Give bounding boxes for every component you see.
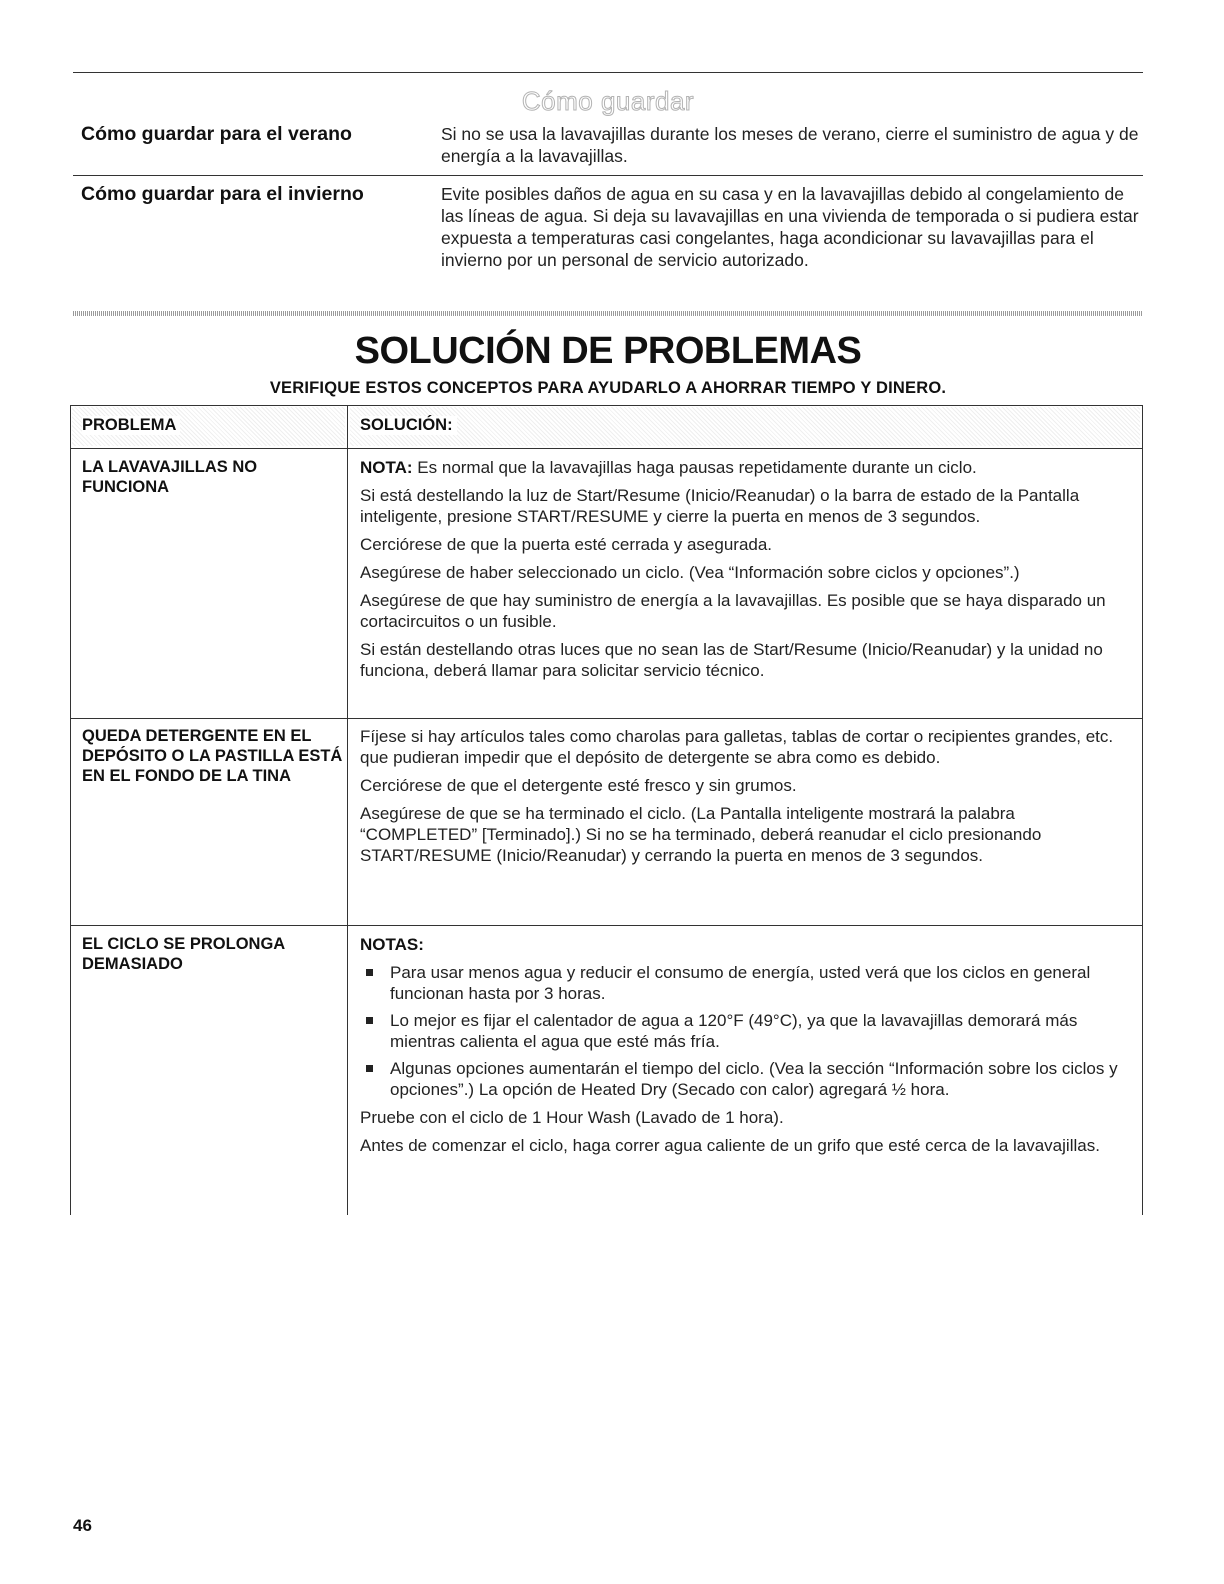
storage-label-summer: Cómo guardar para el verano xyxy=(81,123,352,145)
problem-detergent-left: QUEDA DETERGENTE EN EL DEPÓSITO O LA PASTILLA ESTÁ EN EL FONDO DE LA TINA xyxy=(82,727,343,785)
square-bullet-icon xyxy=(366,969,373,976)
list-item: Para usar menos agua y reducir el consumo de energía, usted verá que los ciclos en general funcionan hasta por 3 horas. xyxy=(360,962,1132,1004)
troubleshooting-table xyxy=(70,405,1143,1215)
table-top-border xyxy=(70,405,1143,406)
storage-text-summer: Si no se usa la lavavajillas durante los meses de verano, cierre el suministro de agua y de energía a la lavavajillas. xyxy=(441,124,1139,166)
solution-paragraph: Si está destellando la luz de Start/Resume (Inicio/Reanudar) o la barra de estado de la Pantalla inteligente, presione START/RESUME y cierre la puerta en menos de 3 segundos. xyxy=(360,486,1080,526)
header-solution: SOLUCIÓN: xyxy=(360,416,457,435)
section-separator xyxy=(73,311,1143,316)
solution-paragraph: Asegúrese de que hay suministro de energía a la lavavajillas. Es posible que se haya disparado un cortacircuitos o un fusible. xyxy=(360,591,1106,631)
solution-detergent-left xyxy=(360,726,1132,873)
troubleshooting-title: SOLUCIÓN DE PROBLEMAS xyxy=(354,330,862,372)
page-number: 46 xyxy=(73,1516,92,1535)
table-header-divider xyxy=(70,448,1143,449)
header-shading-solution xyxy=(350,407,1140,446)
table-column-divider xyxy=(347,405,348,1215)
storage-text-winter: Evite posibles daños de agua en su casa y en la lavavajillas debido al congelamiento de las líneas de agua. Si deja su lavavajillas en una vivienda de temporada o si pudiera estar expuesta a temperaturas casi congelantes, haga acondicionar su lavavajillas para el invierno por un personal de servicio autorizado. xyxy=(441,184,1139,270)
list-item: Lo mejor es fijar el calentador de agua a 120°F (49°C), ya que la lavavajillas demorará más mientras calienta el agua que esté más fría. xyxy=(360,1010,1132,1052)
troubleshooting-subtitle: VERIFIQUE ESTOS CONCEPTOS PARA AYUDARLO A AHORRAR TIEMPO Y DINERO. xyxy=(269,379,947,397)
solution-paragraph: Asegúrese de haber seleccionado un ciclo. (Vea “Información sobre ciclos y opciones”.) xyxy=(360,563,1020,582)
solution-paragraph: Si están destellando otras luces que no sean las de Start/Resume (Inicio/Reanudar) y la unidad no funciona, deberá llamar para solicitar servicio técnico. xyxy=(360,640,1103,680)
storage-divider xyxy=(73,175,1143,176)
solution-cycle-too-long xyxy=(360,934,1132,1163)
storage-heading: Cómo guardar xyxy=(521,86,695,116)
top-rule xyxy=(73,72,1143,73)
header-problem: PROBLEMA xyxy=(82,416,180,435)
solution-paragraph: Pruebe con el ciclo de 1 Hour Wash (Lavado de 1 hora). xyxy=(360,1108,784,1127)
solution-paragraph: Antes de comenzar el ciclo, haga correr agua caliente de un grifo que esté cerca de la lavavajillas. xyxy=(360,1136,1100,1155)
notes-list xyxy=(360,962,1132,1100)
table-right-border xyxy=(1142,405,1143,1215)
solution-paragraph: Cerciórese de que la puerta esté cerrada y asegurada. xyxy=(360,535,773,554)
list-item: Algunas opciones aumentarán el tiempo del ciclo. (Vea la sección “Información sobre los ciclos y opciones”.) La opción de Heated Dry (Secado con calor) agregará ½ hora. xyxy=(360,1058,1132,1100)
table-row-divider-2 xyxy=(70,925,1143,926)
note-paragraph xyxy=(360,457,1132,478)
square-bullet-icon xyxy=(366,1017,373,1024)
solution-paragraph: Fíjese si hay artículos tales como charolas para galletas, tablas de cortar o recipientes grandes, etc. que pudieran impedir que el depósito de detergente se abra como es debido. xyxy=(360,727,1114,767)
solution-not-working xyxy=(360,457,1132,688)
note-text: Es normal que la lavavajillas haga pausas repetidamente durante un ciclo. xyxy=(417,458,977,477)
table-row-divider-1 xyxy=(70,718,1143,719)
problem-cycle-too-long: EL CICLO SE PROLONGA DEMASIADO xyxy=(82,935,285,973)
storage-label-winter: Cómo guardar para el invierno xyxy=(81,183,364,205)
notes-label: NOTAS: xyxy=(360,935,424,954)
solution-paragraph: Cerciórese de que el detergente esté fresco y sin grumos. xyxy=(360,776,797,795)
square-bullet-icon xyxy=(366,1065,373,1072)
problem-not-working: LA LAVAVAJILLAS NO FUNCIONA xyxy=(82,458,258,496)
note-label: NOTA: xyxy=(360,458,413,477)
solution-paragraph: Asegúrese de que se ha terminado el ciclo. (La Pantalla inteligente mostrará la palabra “COMPLETED” [Terminado].) Si no se ha terminado, deberá reanudar el ciclo presionando START/RESUME (Inicio/Reanudar) y cerrando la puerta en menos de 3 segundos. xyxy=(360,804,1042,865)
table-left-border xyxy=(70,405,71,1215)
